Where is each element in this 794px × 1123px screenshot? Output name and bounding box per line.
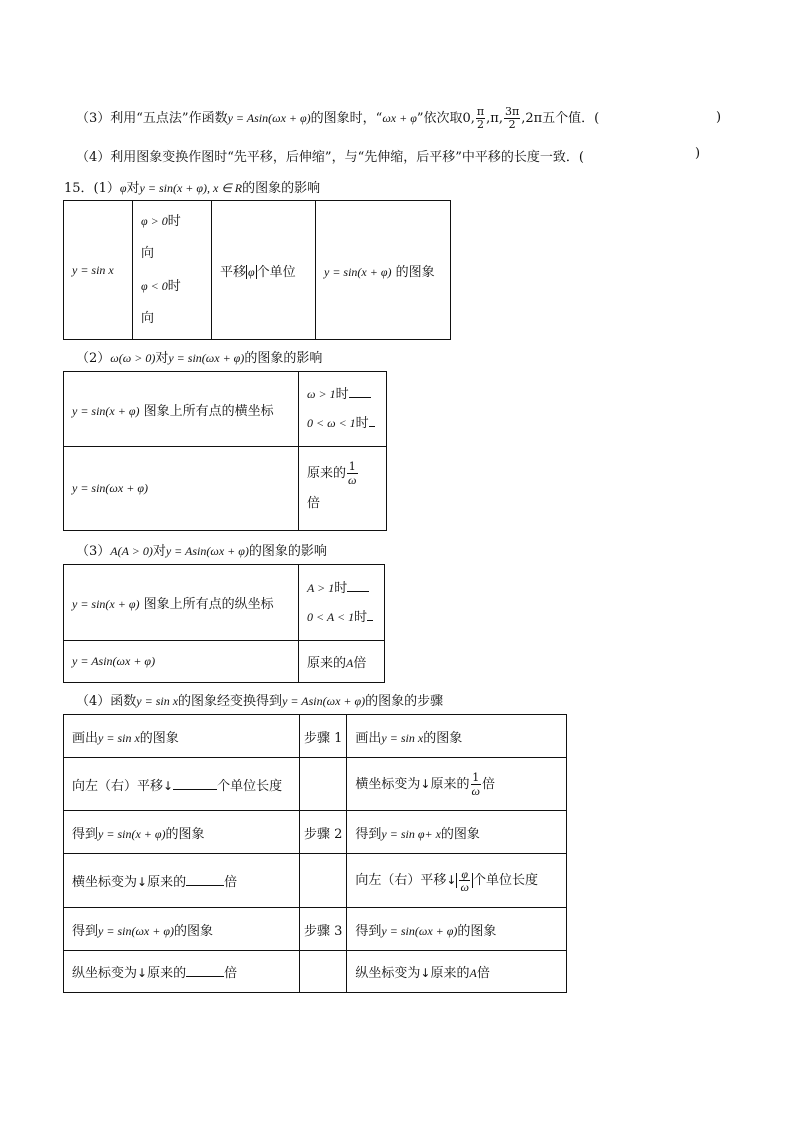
t4-r1-right: 画出y = sin x的图象 [347, 715, 567, 758]
question-3 [76, 106, 599, 131]
t1-c2: φ > 0时 向 φ < 0时 向 [133, 201, 212, 340]
q3-pi: ,π, [486, 111, 503, 126]
step-2-label: 步骤 2 [300, 811, 347, 854]
t1-c4: y = sin(x + φ) 的图象 [316, 201, 451, 340]
t3-r1-left: y = sin(x + φ) 图象上所有点的纵坐标 [64, 565, 299, 641]
t3-r1-right: A > 1时 0 < A < 1时 [299, 565, 385, 641]
q3-middle: 的图象时，“ [310, 111, 383, 126]
t2-r1-left: y = sin(x + φ) 图象上所有点的横坐标 [64, 372, 299, 447]
q4-close-paren: ) [695, 146, 701, 161]
q3-close-paren: ) [716, 110, 722, 125]
down-arrow-icon: ↓ [137, 875, 148, 889]
q3-frac-pi-2: $\frac{\pi}{2}$ [476, 105, 485, 131]
t4-r2-right: 横坐标变为↓原来的 $\frac{1}{\omega}$ 倍 [347, 758, 567, 811]
down-arrow-icon: ↓ [420, 776, 431, 791]
t4-r6-right: 纵坐标变为↓原来的A倍 [347, 951, 567, 993]
t2-r2-right: 原来的 $\frac{1}{\omega}$ 倍 [299, 447, 387, 531]
question-4: （4）利用图象变换作图时“先平移，后伸缩”，与“先伸缩，后平移”中平移的长度一致．( [76, 150, 584, 165]
t4-r6-left: 纵坐标变为↓原来的 倍 [64, 951, 300, 993]
down-arrow-icon: ↓ [137, 966, 148, 980]
down-arrow-icon: ↓ [163, 778, 174, 793]
step-1-label: 步骤 1 [300, 715, 347, 758]
step-3-label: 步骤 3 [300, 908, 347, 951]
s15-func: y = sin(x + φ), x ∈ R [139, 181, 243, 195]
t4-r6-mid [300, 951, 347, 993]
t4-r5-right: 得到y = sin(ωx + φ)的图象 [347, 908, 567, 951]
q3-v0: 0, [462, 111, 475, 126]
table-phi-effect [63, 200, 451, 340]
t4-r2-left: 向左（右）平移↓ 个单位长度 [64, 758, 300, 811]
q3-frac-3pi-2: $\frac{3\pi}{2}$ [504, 105, 520, 131]
part-4-heading: （4）函数y = sin x的图象经变换得到y = Asin(ωx + φ)的图象的步骤 [76, 694, 444, 709]
t3-r2-left: y = Asin(ωx + φ) [64, 641, 299, 683]
t4-r4-left: 横坐标变为↓原来的 倍 [64, 854, 300, 908]
t4-r3-left: 得到y = sin(x + φ)的图象 [64, 811, 300, 854]
down-arrow-icon: ↓ [446, 873, 457, 887]
q3-expr: ωx + φ [382, 111, 417, 125]
table-A-effect [63, 564, 385, 683]
q3-prefix: （3）利用“五点法”作函数 [76, 111, 228, 126]
q3-middle2: ”依次取 [416, 111, 463, 126]
q3-func: y = Asin(ωx + φ) [227, 111, 311, 125]
table-omega-effect [63, 371, 387, 531]
t2-r2-left: y = sin(ωx + φ) [64, 447, 299, 531]
t4-r3-right: 得到y = sin φ+ x的图象 [347, 811, 567, 854]
t4-r4-mid [300, 854, 347, 908]
s15-tail: 的图象的影响 [242, 181, 321, 196]
part-2-heading: （2）ω(ω > 0)对y = sin(ωx + φ)的图象的影响 [76, 351, 323, 366]
t4-r1-left: 画出y = sin x的图象 [64, 715, 300, 758]
down-arrow-icon: ↓ [420, 966, 431, 980]
t4-r4-right: 向左（右）平移↓ $\frac{\varphi}{\omega}$ 个单位长度 [347, 854, 567, 908]
part-3-heading: （3）A(A > 0)对y = Asin(ωx + φ)的图象的影响 [76, 544, 327, 559]
t4-r5-left: 得到y = sin(ωx + φ)的图象 [64, 908, 300, 951]
t3-r2-right: 原来的A倍 [299, 641, 385, 683]
t2-r1-right: ω > 1时 0 < ω < 1时 [299, 372, 387, 447]
section-15-heading [64, 177, 320, 196]
s15-phi: φ [119, 181, 127, 195]
t4-r2-mid [300, 758, 347, 811]
t1-c3: 平移 φ 个单位 [212, 201, 316, 340]
table-transform-steps [63, 714, 567, 993]
s15-dui: 对 [126, 181, 140, 196]
t1-c1: y = sin x [64, 201, 133, 340]
q3-tail: ,2π五个值．( [521, 111, 600, 126]
s15-label: 15．(1） [64, 181, 120, 196]
